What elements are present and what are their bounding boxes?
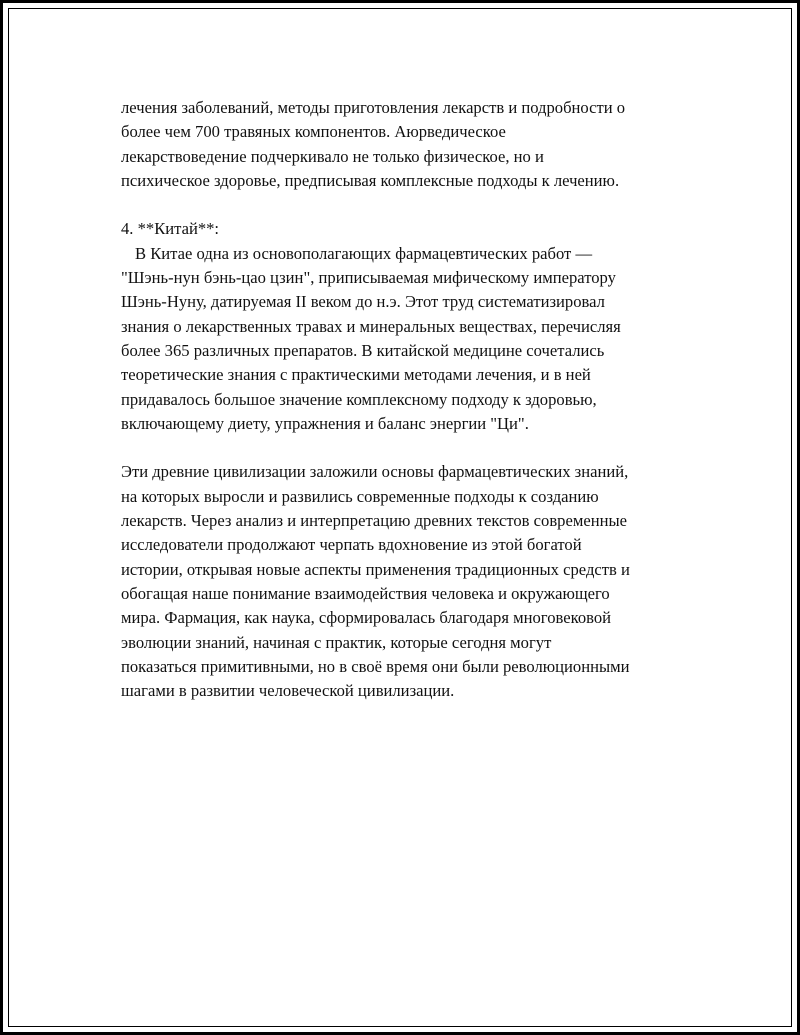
text-line: лекарств. Через анализ и интерпретацию древних текстов современные [121,511,627,531]
section-heading-china: 4. **Китай**: [121,219,220,239]
text-line: знания о лекарственных травах и минеральных веществах, перечисляя [121,316,621,336]
paragraph-conclusion [121,460,701,703]
text-line: Эти древние цивилизации заложили основы фармацевтических знаний, [121,462,629,482]
text-line: истории, открывая новые аспекты применения традиционных средств и [121,559,630,579]
paragraph-gap [121,436,701,460]
text-line: лекарствоведение подчеркивало не только физическое, но и [121,146,544,166]
paragraph-gap [121,193,701,217]
text-line: шагами в развитии человеческой цивилизации. [121,681,455,701]
text-line: показаться примитивными, но в своё время они были революционными [121,656,630,676]
text-line: лечения заболеваний, методы приготовления лекарств и подробности о [121,98,626,117]
text-line: психическое здоровье, предписывая комплексные подходы к лечению. [121,170,620,190]
text-line: обогащая наше понимание взаимодействия человека и окружающего [121,583,610,603]
text-line: "Шэнь-нун бэнь-цао цзин", приписываемая мифическому императору [121,268,616,288]
text-line: более 365 различных препаратов. В китайской медицине сочетались [121,340,605,360]
text-line: эволюции знаний, начиная с практик, которые сегодня могут [121,632,552,652]
text-line: более чем 700 травяных компонентов. Аюрведическое [121,122,506,142]
text-line: Шэнь-Нуну, датируемая II веком до н.э. Этот труд систематизировал [121,292,605,312]
text-line: включающему диету, упражнения и баланс энергии "Ци". [121,413,529,433]
paragraph-china [121,242,701,436]
text-line: мира. Фармация, как наука, сформировалась благодаря многовековой [121,608,612,628]
text-line: на которых выросли и развились современные подходы к созданию [121,486,599,506]
document-body [121,96,701,703]
text-line: придавалось большое значение комплексному подходу к здоровью, [121,389,597,409]
text-line: исследователи продолжают черпать вдохновение из этой богатой [121,535,582,555]
text-line: теоретические знания с практическими методами лечения, и в ней [121,365,591,385]
text-line: В Китае одна из основополагающих фармацевтических работ — [135,243,593,263]
paragraph-ayurveda-continuation [121,96,701,193]
